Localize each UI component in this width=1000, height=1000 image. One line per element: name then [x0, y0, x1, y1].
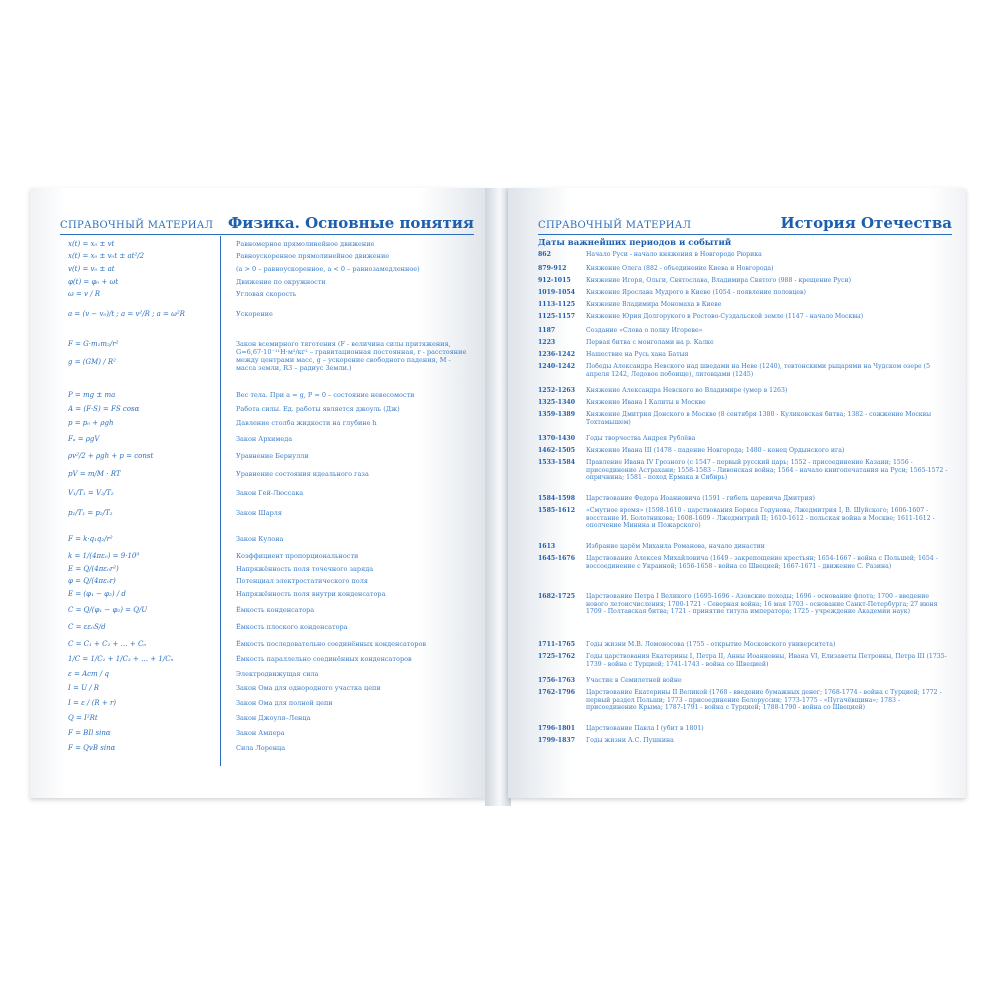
- history-date-row: [538, 313, 952, 325]
- formula-description: Закон Ома для однородного участка цепи: [236, 684, 381, 692]
- history-year: 1187: [538, 327, 556, 334]
- formula-row: [60, 727, 474, 741]
- history-date-row: [538, 411, 952, 433]
- history-year: 1796-1801: [538, 725, 576, 732]
- history-year: 912-1015: [538, 277, 571, 284]
- formula-description: Закон Шарля: [236, 509, 282, 517]
- history-year: 1236-1242: [538, 351, 576, 358]
- right-header-label: СПРАВОЧНЫЙ МАТЕРИАЛ: [538, 220, 692, 231]
- history-year: 1325-1340: [538, 399, 576, 406]
- history-event: Княжение Дмитрия Донского в Москве (8 сентября 1380 - Куликовская битва; 1382 - сожжение Москвы Тохтамышем): [586, 411, 932, 426]
- open-reference-booklet: [30, 188, 970, 806]
- history-year: 862: [538, 251, 551, 258]
- history-event: Избрание царём Михаила Романова, начало династии: [586, 543, 765, 550]
- history-date-row: [538, 447, 952, 457]
- history-event: Начало Руси - начало княжения в Новгороде Рюрика: [586, 251, 762, 258]
- history-year: 1756-1763: [538, 677, 576, 684]
- history-date-row: [538, 339, 952, 349]
- history-event: Княжение Юрия Долгорукого в Ростово-Суздальской земле (1147 - начало Москвы): [586, 313, 864, 320]
- history-event: Царствование Федора Иоанновича (1591 - гибель царевича Дмитрия): [586, 495, 815, 502]
- history-year: 1725-1762: [538, 653, 576, 660]
- history-year: 1533-1584: [538, 459, 576, 466]
- formula-expression: ρv²/2 + ρgh + p = const: [68, 452, 154, 460]
- right-header-title: История Отечества: [780, 214, 952, 232]
- formula-description: Ёмкость параллельно соединённых конденсаторов: [236, 655, 412, 663]
- history-date-row: [538, 725, 952, 735]
- formula-expression: Fₐ = ρgV: [68, 435, 100, 443]
- history-year: 1125-1157: [538, 313, 576, 320]
- formula-expression: a = (v − v₀)/t ; a = v²/R ; a = ω²R: [68, 310, 185, 318]
- formula-description: Угловая скорость: [236, 290, 297, 298]
- formula-expression: F = QvB sinα: [68, 744, 116, 752]
- left-header-title: Физика. Основные понятия: [228, 214, 474, 232]
- history-event: Княжение Игоря, Ольги, Святослава, Владимира Святого (988 - крещение Руси): [586, 277, 852, 284]
- formula-expression: φ = Q/(4πε₀r): [68, 577, 116, 585]
- history-event: Княжение Александра Невского во Владимире (умер в 1263): [586, 387, 788, 394]
- history-year: 1370-1430: [538, 435, 576, 442]
- formula-row: [60, 575, 474, 589]
- formula-row: [60, 417, 474, 431]
- formula-description: Движение по окружности: [236, 278, 326, 286]
- formula-row: [60, 507, 474, 521]
- formula-description: Ёмкость последовательно соединённых конденсаторов: [236, 640, 427, 648]
- history-year: 1359-1389: [538, 411, 576, 418]
- formula-description: Равноускоренное прямолинейное движение: [236, 252, 390, 260]
- history-event: Нашествие на Русь хана Батыя: [586, 351, 689, 358]
- history-year: 1645-1676: [538, 555, 576, 562]
- history-date-row: [538, 689, 952, 723]
- formula-expression: v(t) = v₀ ± at: [68, 265, 115, 273]
- formula-description: Электродвижущая сила: [236, 670, 319, 678]
- formula-expression: 1/C = 1/C₁ + 1/C₂ + … + 1/Cₙ: [68, 655, 174, 663]
- formula-expression: φ(t) = φ₀ + ωt: [68, 278, 119, 286]
- formula-row: [60, 389, 474, 403]
- history-event: Годы жизни М.В. Ломоносова (1755 - открытие Московского университета): [586, 641, 836, 648]
- formula-description: Ускорение: [236, 310, 273, 318]
- history-year: 1584-1598: [538, 495, 576, 502]
- formula-expression: ω = v / R: [68, 290, 101, 298]
- formula-row: [60, 588, 474, 602]
- formula-row: [60, 450, 474, 464]
- left-header-label: СПРАВОЧНЫЙ МАТЕРИАЛ: [60, 220, 214, 231]
- history-event: Царствование Алексея Михайловича (1649 - закрепощение крестьян; 1654-1667 - война с Польшей; 1654 - воссоединение с Украиной; 1656-1658 - война со Швецией; 1667-1671 - движение С. Разина): [586, 555, 938, 570]
- history-event: Годы жизни А.С. Пушкина: [586, 737, 674, 744]
- formula-row: [60, 604, 474, 618]
- formula-description: (a > 0 – равноускоренное, a < 0 – равнозамедленное): [236, 265, 420, 273]
- history-date-row: [538, 301, 952, 311]
- formula-row: [60, 487, 474, 501]
- history-year: 1019-1054: [538, 289, 576, 296]
- history-year: 1240-1242: [538, 363, 576, 370]
- history-date-row: [538, 327, 952, 337]
- formula-row: [60, 742, 474, 756]
- history-date-row: [538, 289, 952, 299]
- history-date-row: [538, 251, 952, 263]
- formula-expression: C = Q/(φ₁ − φ₂) = Q/U: [68, 606, 148, 614]
- history-year: 1762-1796: [538, 689, 576, 696]
- formula-description: Ёмкость конденсатора: [236, 606, 315, 614]
- formula-expression: p = p₀ + ρgh: [68, 419, 114, 427]
- history-date-row: [538, 265, 952, 275]
- formula-row: [60, 356, 474, 370]
- history-date-row: [538, 459, 952, 493]
- history-year: 1613: [538, 543, 556, 550]
- formula-expression: x(t) = x₀ ± v₀t ± at²/2: [68, 252, 145, 260]
- formula-row: [60, 668, 474, 682]
- formula-row: [60, 403, 474, 417]
- history-event: Царствование Петра I Великого (1695-1696 - Азовские походы; 1696 - основание флота; 1700 - введение нового летоисчисления; 1700-1721 - Северная война; 16 мая 1703 - основание Санкт-Петербурга; 27 июня 1709 - Полтавская битва; 1721 - принятие титула императора; 1725 - учреждение Академии наук): [586, 593, 938, 615]
- formula-description: Закон Гей-Люссака: [236, 489, 304, 497]
- history-date-row: [538, 593, 952, 639]
- history-date-row: [538, 543, 952, 553]
- history-year: 1223: [538, 339, 556, 346]
- formula-expression: I = ε / (R + r): [68, 699, 117, 707]
- formula-row: [60, 550, 474, 564]
- history-date-row: [538, 277, 952, 287]
- formula-expression: x(t) = x₀ ± vt: [68, 240, 115, 248]
- formula-row: [60, 250, 474, 264]
- formula-description: Работа силы. Ед. работы является джоуль (Дж): [236, 405, 400, 413]
- history-year: 1585-1612: [538, 507, 576, 514]
- formula-row: [60, 638, 474, 652]
- formula-expression: pV = m/M · RT: [68, 470, 121, 478]
- history-event: Создание «Слова о полку Игореве»: [586, 327, 703, 334]
- history-event: Княжение Ярослава Мудрого в Киеве (1054 - появление половцев): [586, 289, 806, 296]
- formula-row: [60, 263, 474, 277]
- history-date-row: [538, 435, 952, 445]
- right-page-history: [508, 188, 966, 798]
- history-date-row: [538, 555, 952, 591]
- history-event: Правление Ивана IV Грозного (с 1547 - первый русский царь; 1552 - присоединение Казани; 1556 - присоединение Астрахани; 1558-1583 - Ливонская война; 1564 - начало книгопечатания на Руси; 1565-1572 - опричнина; 1581 - поход Ермака в Сибирь): [586, 459, 948, 481]
- history-event: Царствование Павла I (убит в 1801): [586, 725, 704, 732]
- history-date-row: [538, 737, 952, 747]
- formula-description: Вес тела. При a = g, P = 0 – состояние невесомости: [236, 391, 415, 399]
- formula-expression: C = εε₀S/d: [68, 623, 106, 631]
- formula-expression: P = mg ± ma: [68, 391, 116, 399]
- formula-row: [60, 682, 474, 696]
- history-event: Годы царствования Екатерины I, Петра II, Анны Иоанновны, Ивана VI, Елизаветы Петровны, Петра III (1735-1739 - война с Турцией; 1741-1743 - война со Швецией): [586, 653, 947, 668]
- formula-description: Напряжённость поля внутри конденсатора: [236, 590, 386, 598]
- history-date-row: [538, 653, 952, 675]
- right-page-header: [538, 208, 952, 235]
- history-date-row: [538, 495, 952, 505]
- history-event: Первая битва с монголами на р. Калке: [586, 339, 714, 346]
- history-date-row: [538, 641, 952, 651]
- formula-description: Коэффициент пропорциональности: [236, 552, 359, 560]
- formula-row: [60, 697, 474, 711]
- formula-row: [60, 653, 474, 667]
- history-event: Годы творчества Андрея Рублёва: [586, 435, 696, 442]
- formula-row: [60, 288, 474, 302]
- formula-description: Уравнение состояния идеального газа: [236, 470, 369, 478]
- formula-description: Закон всемирного тяготения (F - величина силы притяжения, G=6,67·10⁻¹¹Н·м²/кг² – гравитационная постоянная, r - расстояние между центрами масс, g – ускорение свободного падения, M - масса земли, R3 – радиус Земли.): [236, 340, 467, 372]
- formula-row: [60, 433, 474, 447]
- formula-expression: E = Q/(4πε₀r²): [68, 565, 119, 573]
- history-event: Победы Александра Невского над шведами на Неве (1240), тевтонскими рыцарями на Чудском озере (5 апреля 1242, Ледовое побоище), литовцами (1245): [586, 363, 931, 378]
- history-year: 1252-1263: [538, 387, 576, 394]
- history-year: 1682-1725: [538, 593, 576, 600]
- formula-row: [60, 712, 474, 726]
- history-date-row: [538, 387, 952, 397]
- formula-description: Закон Кулона: [236, 535, 284, 543]
- formula-description: Закон Джоуля–Ленца: [236, 714, 311, 722]
- history-event: Княжение Олега (882 - объединение Киева и Новгорода): [586, 265, 774, 272]
- history-event: Княжение Владимира Мономаха в Киеве: [586, 301, 722, 308]
- formula-description: Ёмкость плоского конденсатора: [236, 623, 348, 631]
- formula-row: [60, 533, 474, 547]
- formula-description: Закон Архимеда: [236, 435, 293, 443]
- formula-expression: F = G·m₁m₂/r²: [68, 340, 119, 348]
- formula-expression: F = BIl sinα: [68, 729, 111, 737]
- history-date-row: [538, 351, 952, 361]
- history-year: 1113-1125: [538, 301, 576, 308]
- history-event: «Смутное время» (1598-1610 - царствования Бориса Годунова, Лжедмитрия I, В. Шуйского; 1606-1607 - восстание И. Болотникова; 1608-1609 - Лжедмитрий II; 1610-1612 - польская война в Москве; 1611-1612 - ополчение Минина и Пожарского): [586, 507, 935, 529]
- formula-description: Уравнение Бернулли: [236, 452, 309, 460]
- formula-description: Закон Ома для полной цепи: [236, 699, 333, 707]
- left-page-header: [60, 208, 474, 235]
- history-event: Участие в Семилетней войне: [586, 677, 682, 684]
- formula-description: Равномерное прямолинейное движение: [236, 240, 375, 248]
- formula-expression: ε = Aст / q: [68, 670, 109, 678]
- history-event: Княжение Ивана III (1478 - падение Новгорода; 1480 - конец Ордынского ига): [586, 447, 845, 454]
- formula-expression: I = U / R: [68, 684, 100, 692]
- history-year: 1799-1837: [538, 737, 576, 744]
- history-date-row: [538, 507, 952, 541]
- formula-row: [60, 468, 474, 482]
- formula-expression: k = 1/(4πε₀) = 9·10⁹: [68, 552, 140, 560]
- history-subtitle: Даты важнейших периодов и событий: [538, 238, 732, 248]
- history-event: Княжение Ивана I Калиты в Москве: [586, 399, 706, 406]
- formula-expression: E = (φ₁ − φ₂) / d: [68, 590, 126, 598]
- formula-expression: V₁/T₁ = V₂/T₂: [68, 489, 114, 497]
- formula-description: Закон Ампера: [236, 729, 285, 737]
- formula-expression: g = (GM) / R²: [68, 358, 116, 366]
- history-year: 1711-1765: [538, 641, 576, 648]
- formula-description: Напряжённость поля точечного заряда: [236, 565, 374, 573]
- history-date-row: [538, 363, 952, 385]
- formula-description: Потенциал электростатического поля: [236, 577, 368, 585]
- history-year: 879-912: [538, 265, 567, 272]
- history-date-row: [538, 677, 952, 687]
- formula-expression: p₁/T₁ = p₂/T₂: [68, 509, 113, 517]
- history-date-row: [538, 399, 952, 409]
- history-year: 1462-1505: [538, 447, 576, 454]
- formula-expression: Q = I²Rt: [68, 714, 98, 722]
- formula-description: Давление столба жидкости на глубине h: [236, 419, 377, 427]
- formula-expression: C = C₁ + C₂ + … + Cₙ: [68, 640, 147, 648]
- formula-description: Сила Лоренца: [236, 744, 286, 752]
- formula-expression: A = (F·S) = FS cosα: [68, 405, 140, 413]
- formula-row: [60, 308, 474, 322]
- formula-row: [60, 621, 474, 635]
- formula-expression: F = k·q₁q₂/r²: [68, 535, 113, 543]
- history-event: Царствование Екатерины II Великой (1768 - введение бумажных денег; 1768-1774 - война с Турцией; 1772 - первый раздел Польши; 1773 - присоединение Белоруссии; 1773-1775 - «Пугачёвщина»; 1783 - присоединение Крыма; 1787-1791 - война с Турцией; 1788-1790 - война со Швецией): [586, 689, 942, 711]
- left-page-physics: [30, 188, 488, 798]
